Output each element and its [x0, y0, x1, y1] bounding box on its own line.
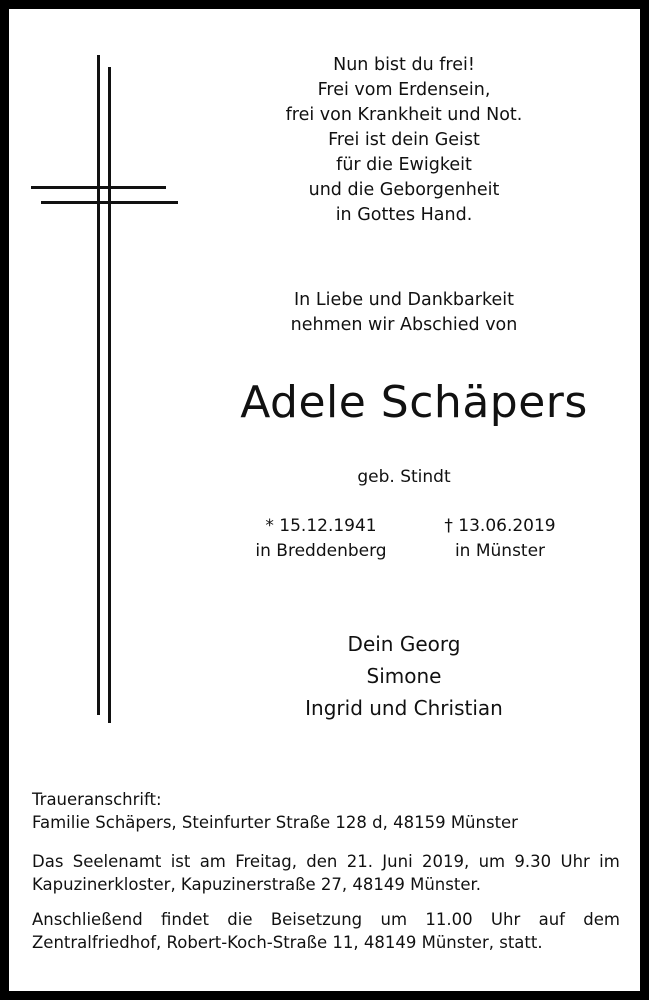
death-place: in Münster	[454, 541, 546, 561]
death-info	[425, 514, 575, 564]
address-line: Familie Schäpers, Steinfurter Straße 128 d, 48159 Münster	[32, 813, 518, 832]
burial-line: Anschließend findet die Beisetzung um 11.00 Uhr auf dem	[32, 910, 620, 929]
birth-date: * 15.12.1941	[265, 516, 377, 536]
burial-line: Zentralfriedhof, Robert-Koch-Straße 11, 48149 Münster, statt.	[32, 933, 543, 952]
obituary-notice	[9, 9, 640, 991]
mourning-address	[32, 788, 620, 834]
farewell-intro	[179, 288, 629, 338]
poem-line: für die Ewigkeit	[336, 155, 472, 175]
poem-line: in Gottes Hand.	[335, 205, 473, 225]
address-label: Traueranschrift:	[32, 790, 162, 809]
poem	[179, 53, 629, 228]
cross-horizontal-bar	[31, 186, 166, 189]
family-signature	[179, 628, 629, 724]
birth-name: geb. Stindt	[357, 467, 451, 487]
deceased-name: Adele Schäpers	[240, 377, 588, 428]
poem-line: frei von Krankheit und Not.	[285, 105, 523, 125]
cross-vertical-bar	[108, 67, 111, 723]
birth-place: in Breddenberg	[255, 541, 387, 561]
family-member: Ingrid und Christian	[305, 696, 503, 720]
intro-line: nehmen wir Abschied von	[290, 315, 518, 335]
family-member: Dein Georg	[347, 632, 461, 656]
death-date: † 13.06.2019	[444, 516, 556, 536]
poem-line: Nun bist du frei!	[333, 55, 475, 75]
birth-info	[241, 514, 401, 564]
mass-line: Kapuzinerkloster, Kapuzinerstraße 27, 48149 Münster.	[32, 875, 481, 894]
mass-line: Das Seelenamt ist am Freitag, den 21. Juni 2019, um 9.30 Uhr im	[32, 852, 620, 871]
family-member: Simone	[366, 664, 442, 688]
poem-line: Frei ist dein Geist	[328, 130, 480, 150]
intro-line: In Liebe und Dankbarkeit	[294, 290, 514, 310]
cross-vertical-bar	[97, 55, 100, 715]
burial-info	[32, 908, 620, 954]
poem-line: und die Geborgenheit	[308, 180, 500, 200]
requiem-mass-info	[32, 850, 620, 896]
cross-horizontal-bar	[41, 201, 178, 204]
poem-line: Frei vom Erdensein,	[317, 80, 491, 100]
